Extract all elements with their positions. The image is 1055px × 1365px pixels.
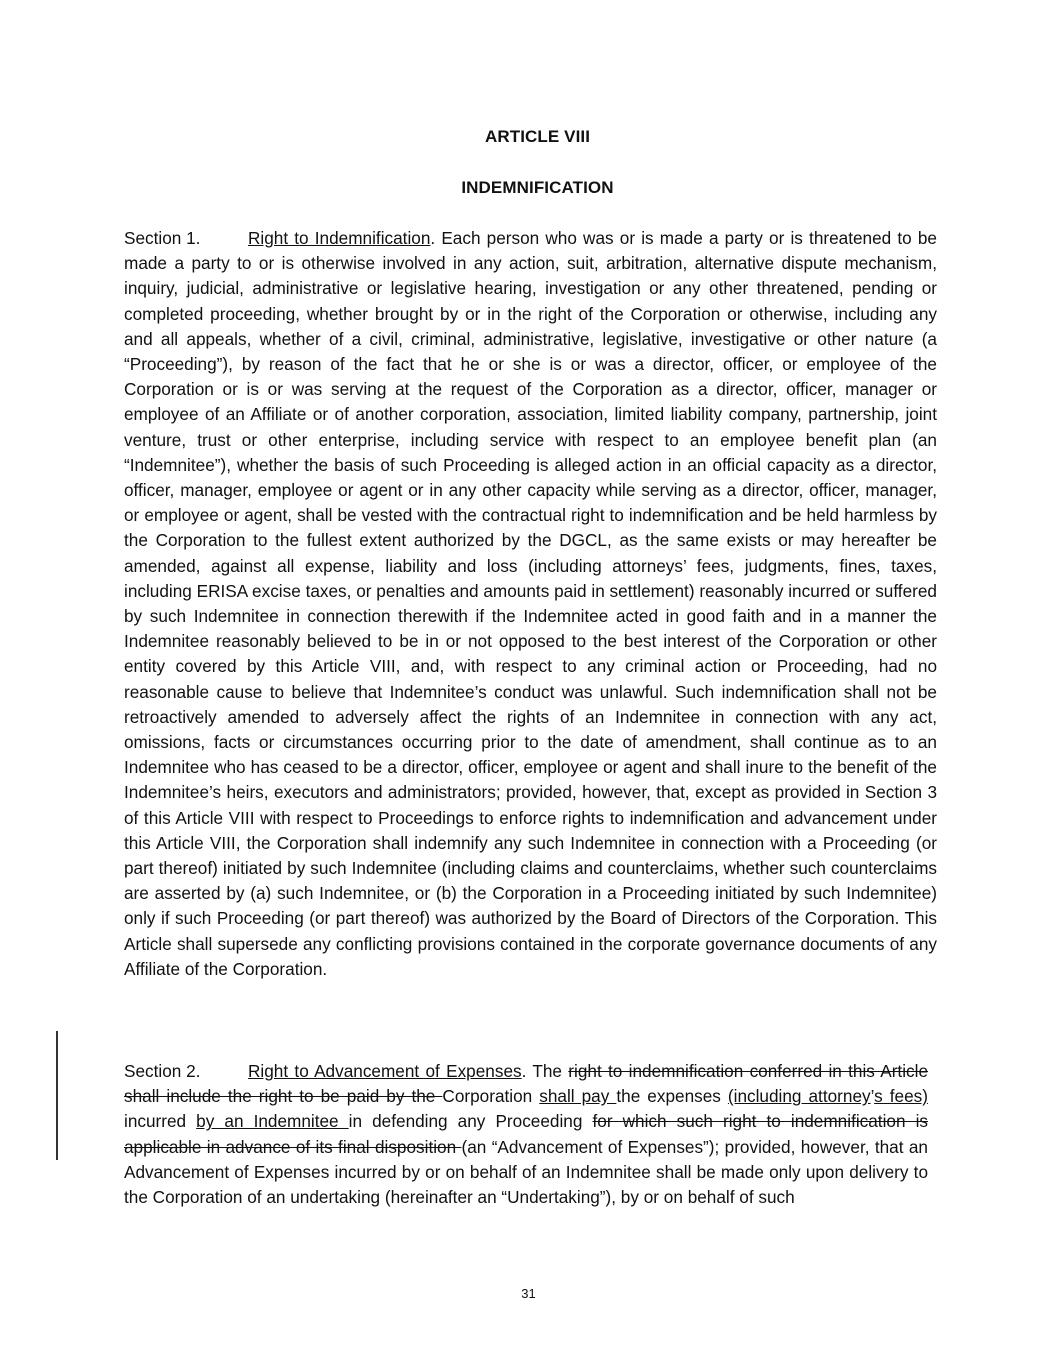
revision-change-bar — [56, 1031, 58, 1160]
section-2-text: . The — [521, 1061, 569, 1081]
section-2-text: Corporation — [442, 1086, 540, 1107]
page-number: 31 — [521, 1286, 536, 1301]
inserted-text: s fees) — [874, 1086, 928, 1107]
section-2-paragraph — [124, 1059, 928, 1210]
article-title: INDEMNIFICATION — [461, 178, 614, 197]
section-1-body: . Each person who was or is made a party or is threatened to be made a party to or is otherwise involved in any action, suit, arbitration, alternative dispute mechanism, inquiry, judicial, administrative or legislative hearing, investigation or any other threatened, pending or completed proceeding, whether brought by or in the right of the Corporation or otherwise, including any and all appeals, whether of a civil, criminal, administrative, legislative, investigative or other nature (a “Proceeding”), by reason of the fact that he or she is or was a director, officer, or employee of the Corporation or is or was serving at the request of the Corporation as a director, officer, manager or employee of an Affiliate or of another corporation, association, limited liability company, partnership, joint venture, trust or other enterprise, including service with respect to an employee benefit plan (an “Indemnitee”), whether the basis of such Proceeding is alleged action in an official capacity as a director, officer, manager, employee or agent or in any other capacity while serving as a director, officer, manager, or employee or agent, shall be vested with the contractual right to indemnification and be held harmless by the Corporation to the fullest extent authorized by the DGCL, as the same exists or may hereafter be amended, against all expense, liability and loss (including attorneys’ fees, judgments, fines, taxes, including ERISA excise taxes, or penalties and amounts paid in settlement) reasonably incurred or suffered by such Indemnitee in connection therewith if the Indemnitee acted in good faith and in a manner the Indemnitee reasonably believed to be in or not opposed to the best interest of the Corporation or other entity covered by this Article VIII, and, with respect to any criminal action or Proceeding, had no reasonable cause to believe that Indemnitee’s conduct was unlawful. Such indemnification shall not be retroactively amended to adversely affect the rights of an Indemnitee in connection with any act, omissions, facts or circumstances occurring prior to the date of amendment, shall continue as to an Indemnitee who has ceased to be a director, officer, employee or agent and shall inure to the benefit of the Indemnitee’s heirs, executors and administrators; provided, however, that, except as provided in Section 3 of this Article VIII with respect to Proceedings to enforce rights to indemnification and advancement under this Article VIII, the Corporation shall indemnify any such Indemnitee in connection with a Proceeding (or part thereof) initiated by such Indemnitee (including claims and counterclaims, whether such counterclaims are asserted by (a) such Indemnitee, or (b) the Corporation in a Proceeding initiated by such Indemnitee) only if such Proceeding (or part thereof) was authorized by the Board of Directors of the Corporation. This Article shall supersede any conflicting provisions contained in the corporate governance documents of any Affiliate of the Corporation. — [124, 228, 937, 979]
deleted-text: for which such right to indemnification is applicable in advance of its final disposition — [124, 1111, 928, 1157]
section-2-text: the expenses — [616, 1086, 728, 1107]
section-1-heading: Right to Indemnification — [248, 228, 431, 248]
section-2-heading: Right to Advancement of Expenses — [248, 1061, 522, 1081]
section-1-number: Section 1. — [124, 228, 201, 248]
section-2-text: ’ — [870, 1086, 875, 1107]
section-2-number: Section 2. — [124, 1061, 201, 1081]
section-2-text: incurred — [124, 1111, 197, 1132]
inserted-text: (including attorney — [727, 1086, 871, 1107]
section-1-paragraph — [124, 226, 937, 982]
inserted-text: shall pay — [539, 1086, 617, 1107]
inserted-text: by an Indemnitee — [196, 1111, 349, 1132]
article-heading: ARTICLE VIII — [484, 127, 591, 146]
section-2-text: in defending any Proceeding — [348, 1111, 593, 1132]
deleted-text: right to indemnification conferred in this Article shall include the right to be paid by the — [124, 1061, 928, 1107]
section-2-text: (an “Advancement of Expenses”); provided, however, that an Advancement of Expenses incurred by or on behalf of an Indemnitee shall be made only upon delivery to the Corporation of an undertaking (hereinafter an “Undertaking”), by or on behalf of such — [124, 1136, 928, 1208]
